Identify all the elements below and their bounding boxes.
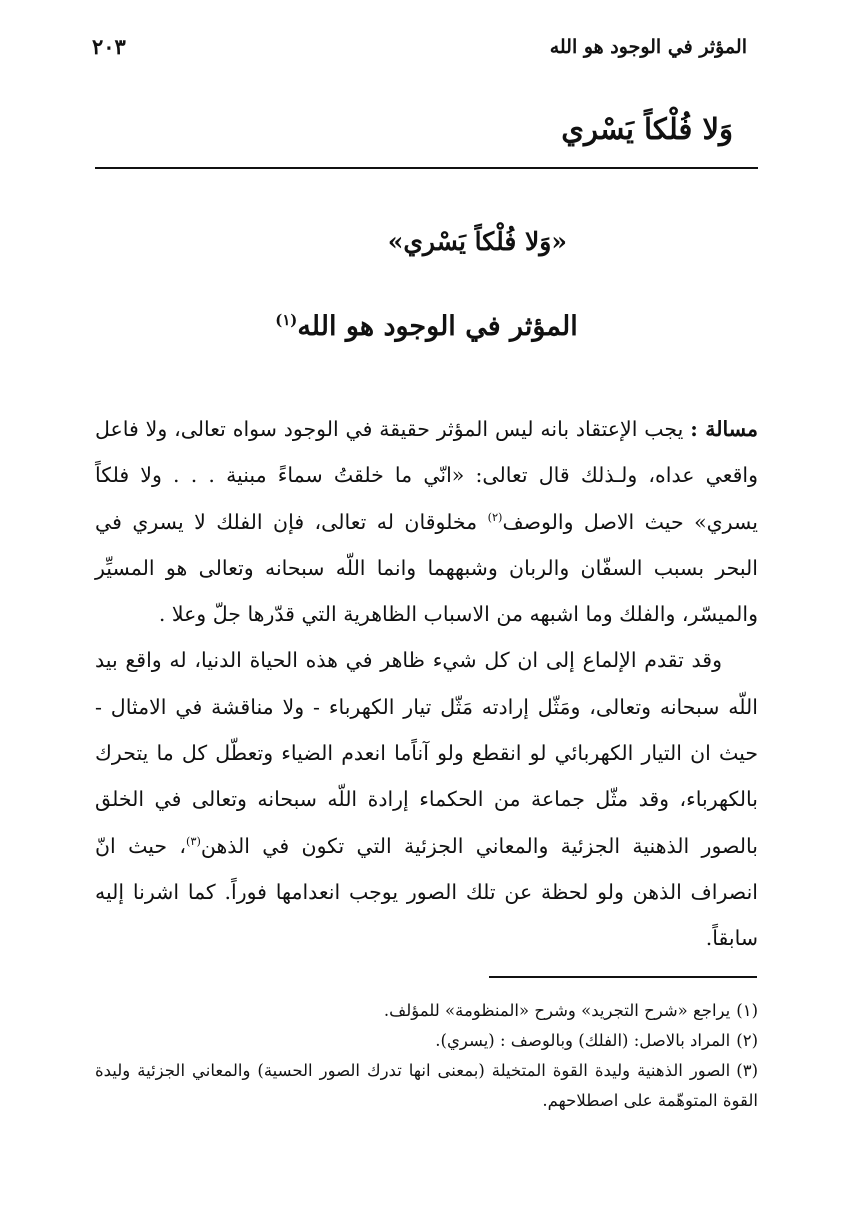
- footnote-rule: [489, 976, 757, 978]
- paragraph-2-text-b: ، حيث انّ انصراف الذهن ولو لحظة عن تلك الصور يوجب انعدامها فوراً. كما اشرنا إليه سابقاً.: [95, 833, 758, 951]
- footnote-2: [95, 1026, 758, 1056]
- footnote-ref-3: (٣): [186, 834, 201, 848]
- topic-title-text: المؤثر في الوجود هو الله: [297, 311, 578, 342]
- footnote-text: المراد بالاصل: (الفلك) وبالوصف : (يسري).: [435, 1031, 731, 1050]
- section-header: وَلا فُلْكاً يَسْري: [561, 112, 733, 146]
- footnote-text: الصور الذهنية وليدة القوة المتخيلة (بمعنى انها تدرك الصور الحسية) والمعاني الجزئية وليدة القوة المتوهّمة على اصطلاحهم.: [95, 1061, 758, 1110]
- page-number: ٢٠٣: [92, 34, 126, 59]
- footnote-ref-2: (٢): [487, 510, 503, 524]
- paragraph-1: [95, 406, 758, 637]
- paragraph-2: [95, 637, 758, 961]
- footnote-1: [95, 996, 758, 1026]
- footnote-number: (٢): [736, 1031, 758, 1050]
- footnote-number: (١): [736, 1001, 758, 1020]
- chapter-title: «وَلا فُلْكاً يَسْري»: [387, 227, 567, 256]
- paragraph-1-text-a: يجب الإعتقاد بانه ليس المؤثر حقيقة في الوجود سواه تعالى، ولا فاعل واقعي عداه، ولـذلك قال تعالى: «انّي ما خلقتُ سماءً مبنية . . . ولا فلكاً يسري» حيث الاصل والوصف: [95, 417, 758, 534]
- topic-title: [95, 311, 758, 342]
- footnote-3: [95, 1056, 758, 1116]
- footnote-number: (٣): [736, 1061, 758, 1080]
- header-rule: [95, 167, 758, 169]
- running-head: المؤثر في الوجود هو الله: [549, 36, 747, 58]
- footnote-ref-1: (١): [275, 311, 298, 329]
- issue-label: مسالة :: [690, 417, 758, 441]
- footnote-text: يراجع «شرح التجريد» وشرح «المنظومة» للمؤلف.: [383, 1001, 731, 1020]
- paragraph-1-text-b: مخلوقان له تعالى، فإن الفلك لا يسري في البحر بسبب السفّان والربان وشبههما وانما اللّه سبحانه وتعالى هو المسيِّر والميسّر، والفلك وما اشبهه من الاسباب الظاهرية التي قدّرها جلّ وعلا .: [95, 509, 758, 627]
- body-text: [95, 406, 758, 962]
- footnotes: [95, 996, 758, 1116]
- paragraph-2-text-a: وقد تقدم الإلماع إلى ان كل شيء ظاهر في هذه الحياة الدنيا، له واقع بيد اللّه سبحانه وتعالى، ومَثّل إرادته مَثّل تيار الكهرباء - ولا مناقشة في الامثال - حيث ان التيار الكهربائي لو انقطع ولو آناًما انعدم الضياء وتعطّل كل ما يتحرك بالكهرباء، وقد مثّل جماعة من الحكماء إرادة اللّه سبحانه وتعالى في الخلق بالصور الذهنية الجزئية والمعاني الجزئية التي تكون في الذهن: [95, 648, 759, 858]
